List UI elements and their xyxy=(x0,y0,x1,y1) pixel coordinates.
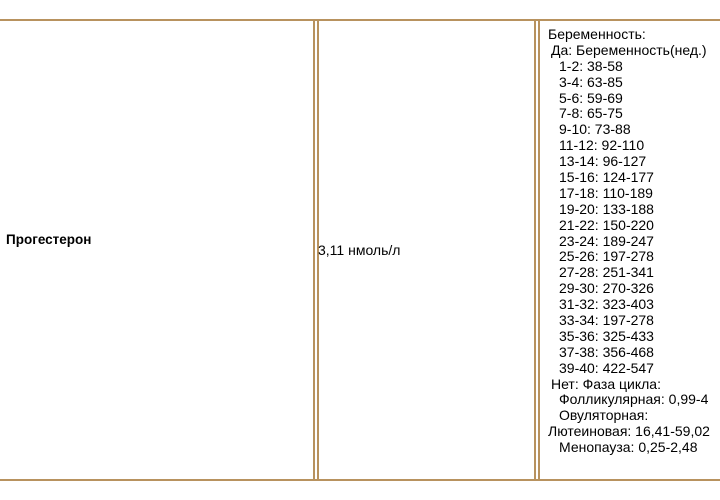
column-divider xyxy=(538,19,540,481)
reference-line: 7-8: 65-75 xyxy=(559,105,623,122)
table-top-border xyxy=(0,19,720,21)
reference-line: 17-18: 110-189 xyxy=(559,184,653,201)
column-divider xyxy=(534,19,536,481)
reference-line: 11-12: 92-110 xyxy=(559,137,645,154)
reference-line: 33-34: 197-278 xyxy=(559,312,654,329)
reference-line: 1-2: 38-58 xyxy=(559,57,623,74)
reference-line: Менопауза: 0,25-2,48 xyxy=(559,439,698,456)
reference-line: 13-14: 96-127 xyxy=(559,153,647,170)
reference-line: 9-10: 73-88 xyxy=(559,121,631,138)
reference-line: 23-24: 189-247 xyxy=(559,232,654,249)
reference-values xyxy=(548,27,720,456)
table-bottom-border xyxy=(0,479,720,481)
test-result: 3,11 нмоль/л xyxy=(318,242,401,258)
reference-line: Нет: Фаза цикла: xyxy=(551,375,661,392)
reference-line: 27-28: 251-341 xyxy=(559,264,654,281)
reference-line: 39-40: 422-547 xyxy=(559,359,654,376)
reference-line: Да: Беременность(нед.) xyxy=(551,41,707,58)
reference-line: Фолликулярная: 0,99-4 xyxy=(559,391,709,408)
reference-line: 25-26: 197-278 xyxy=(559,248,654,265)
reference-line: Овуляторная: xyxy=(559,407,649,424)
reference-line: 3-4: 63-85 xyxy=(559,73,623,90)
reference-line: 15-16: 124-177 xyxy=(559,169,654,186)
reference-line: 35-36: 325-433 xyxy=(559,327,654,344)
reference-line: Беременность: xyxy=(548,26,646,42)
test-name: Прогестерон xyxy=(6,232,92,247)
reference-line: 21-22: 150-220 xyxy=(559,216,654,233)
reference-line: 37-38: 356-468 xyxy=(559,343,654,360)
reference-line: 29-30: 270-326 xyxy=(559,280,654,297)
reference-line: 5-6: 59-69 xyxy=(559,89,623,106)
reference-line: 31-32: 323-403 xyxy=(559,296,654,313)
reference-line: Лютеиновая: 16,41-59,02 xyxy=(548,423,710,440)
column-divider xyxy=(313,19,315,481)
reference-line: 19-20: 133-188 xyxy=(559,200,654,217)
